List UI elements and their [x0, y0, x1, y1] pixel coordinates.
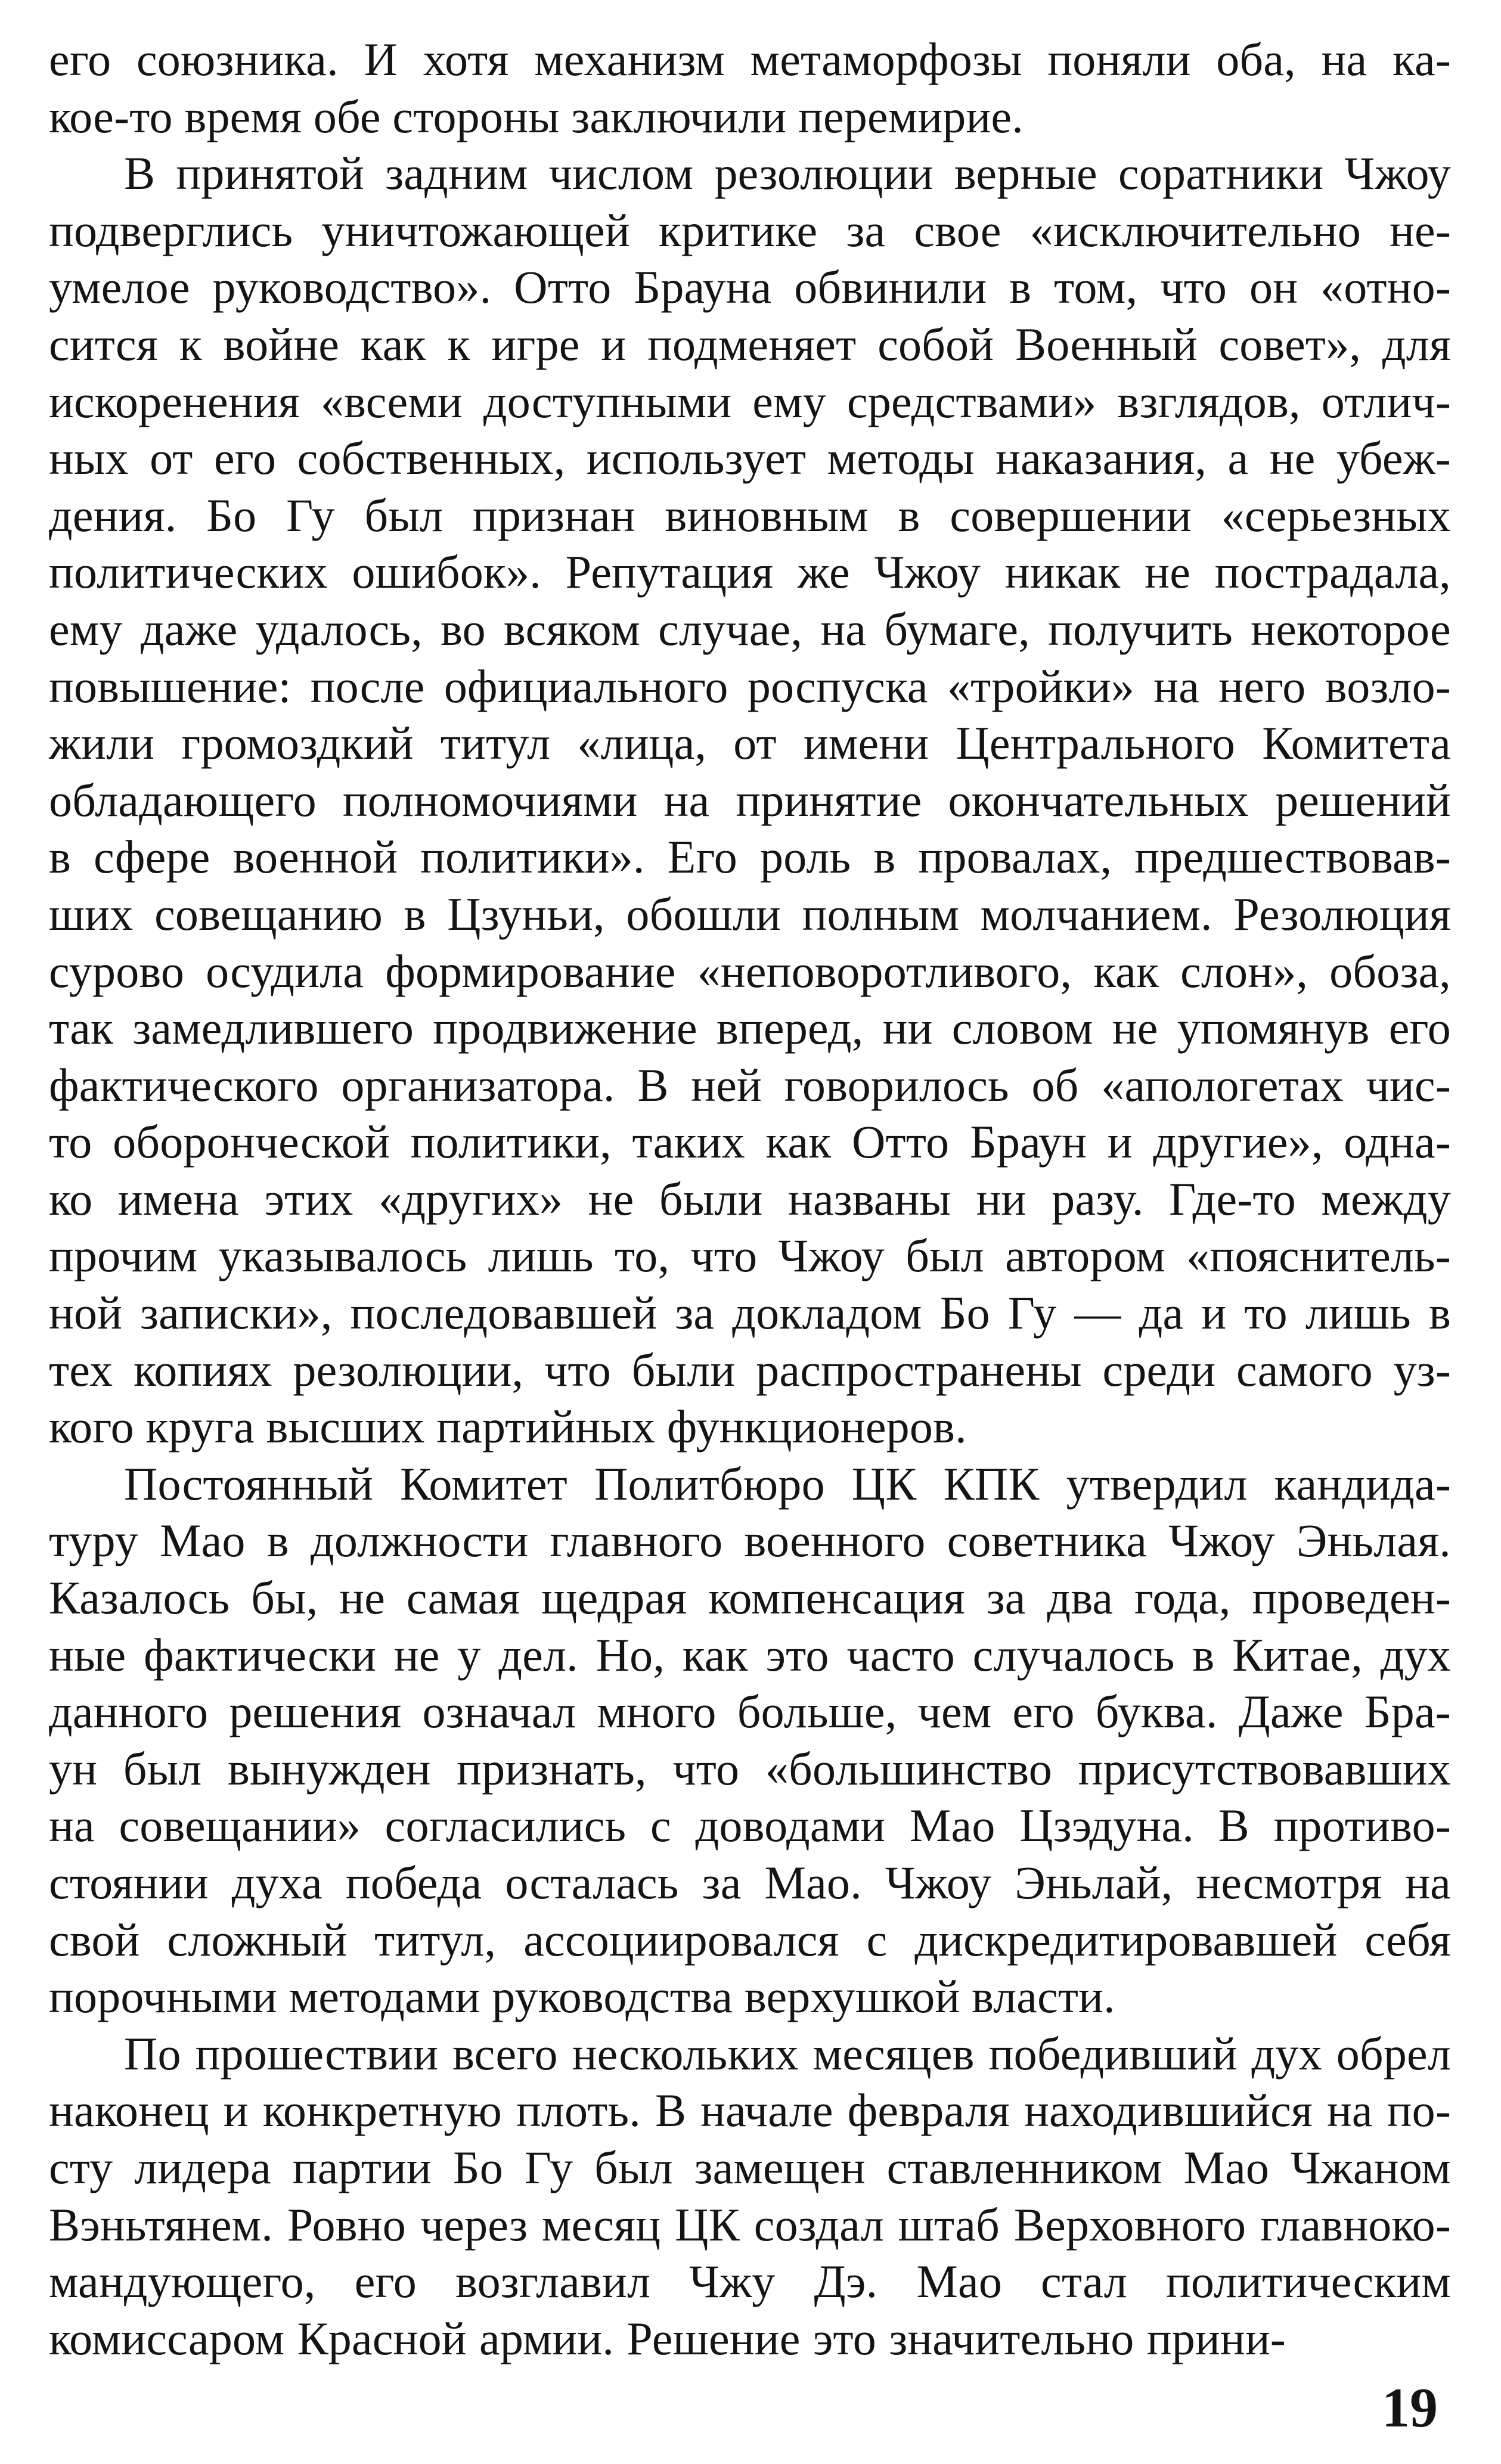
text-line: прочим указывалось лишь то, что Чжоу был автором «пояснитель- — [49, 1230, 1451, 1282]
text-line: умелое руководство». Отто Брауна обвинили в том, что он «отно- — [49, 261, 1451, 314]
text-line: ных от его собственных, использует методы наказания, а не убеж- — [49, 432, 1451, 485]
text-line: обладающего полномочиями на принятие окончательных решений — [49, 774, 1451, 826]
text-line: данного решения означал много больше, чем его буква. Даже Бра- — [49, 1686, 1451, 1738]
text-line: кое-то время обе стороны заключили перемирие. — [49, 90, 1024, 142]
text-line: подверглись уничтожающей критике за свое «исключительно не- — [49, 204, 1451, 256]
text-line: Вэньтянем. Ровно через месяц ЦК создал штаб Верховного главноко- — [49, 2198, 1451, 2251]
text-line: ун был вынужден признать, что «большинство присутствовавших — [49, 1742, 1451, 1795]
text-line: порочными методами руководства верхушкой власти. — [49, 1970, 1115, 2023]
text-line: кого круга высших партийных функционеров. — [49, 1401, 967, 1453]
text-line: повышение: после официального роспуска «тройки» на него возло- — [49, 660, 1451, 712]
text-line: ной записки», последовавшей за докладом Бо Гу — да и то лишь в — [49, 1287, 1451, 1339]
text-line: жили громоздкий титул «лица, от имени Центрального Комитета — [49, 717, 1451, 769]
text-line: так замедлившего продвижение вперед, ни словом не упомянув его — [49, 1002, 1451, 1054]
text-line: политических ошибок». Репутация же Чжоу никак не пострадала, — [49, 546, 1451, 598]
text-line: стоянии духа победа осталась за Мао. Чжоу Эньлай, несмотря на — [49, 1857, 1451, 1908]
text-line: ших совещанию в Цзуньи, обошли полным молчанием. Резолюция — [49, 887, 1451, 940]
text-line: наконец и конкретную плоть. В начале февраля находившийся на по- — [49, 2084, 1451, 2137]
text-line: Постоянный Комитет Политбюро ЦК КПК утвердил кандида- — [124, 1457, 1451, 1510]
text-line: в сфере военной политики». Его роль в провалах, предшествовав- — [49, 831, 1451, 883]
text-line: то оборонческой политики, таких как Отто Браун и другие», одна- — [49, 1116, 1451, 1168]
text-line: ные фактически не у дел. Но, как это часто случалось в Китае, дух — [49, 1628, 1451, 1681]
body-text — [49, 31, 1451, 2367]
text-line: тех копиях резолюции, что были распространены среди самого уз- — [49, 1343, 1451, 1396]
text-line: По прошествии всего нескольких месяцев победивший дух обрел — [124, 2027, 1451, 2080]
text-line: Казалось бы, не самая щедрая компенсация за два года, проведен- — [49, 1572, 1451, 1624]
text-line: комиссаром Красной армии. Решение это значительно прини- — [49, 2312, 1286, 2364]
text-line: искоренения «всеми доступными ему средствами» взглядов, отлич- — [49, 375, 1451, 427]
text-line: фактического организатора. В ней говорилось об «апологетах чис- — [49, 1059, 1451, 1111]
text-line: его союзника. И хотя механизм метаморфозы поняли оба, на ка- — [49, 33, 1451, 85]
text-line: на совещании» согласились с доводами Мао Цзэдуна. В противо- — [49, 1799, 1451, 1852]
text-line: ко имена этих «других» не были названы ни разу. Где-то между — [49, 1172, 1451, 1225]
text-line: дения. Бо Гу был признан виновным в совершении «серьезных — [49, 489, 1451, 541]
page-number: 19 — [1382, 2377, 1438, 2439]
text-line: В принятой задним числом резолюции верные соратники Чжоу — [124, 147, 1451, 200]
text-line: сурово осудила формирование «неповоротливого, как слон», обоза, — [49, 945, 1451, 997]
text-line: свой сложный титул, ассоциировался с дискредитировавшей себя — [49, 1913, 1451, 1966]
text-line: мандующего, его возглавил Чжу Дэ. Мао стал политическим — [49, 2255, 1451, 2308]
text-line: сится к войне как к игре и подменяет собой Военный совет», для — [49, 318, 1451, 370]
text-line: ему даже удалось, во всяком случае, на бумаге, получить некоторое — [49, 603, 1451, 655]
text-line: сту лидера партии Бо Гу был замещен ставленником Мао Чжаном — [49, 2141, 1451, 2193]
text-line: туру Мао в должности главного военного советника Чжоу Эньлая. — [49, 1515, 1451, 1567]
